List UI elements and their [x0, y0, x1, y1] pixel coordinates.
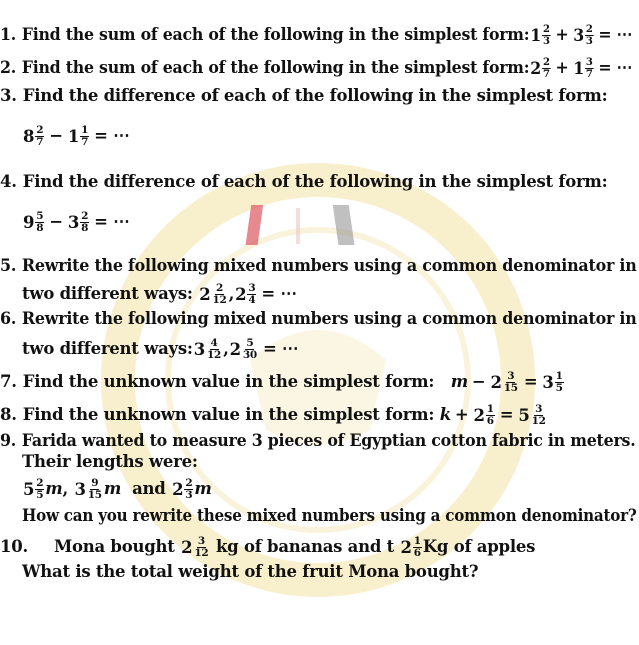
question-9-line-2: Their lengths were:: [22, 452, 198, 471]
mixed-number: 2 3 12: [181, 535, 209, 559]
mixed-number: 3 4 12: [193, 337, 222, 361]
question-8: 8. Find the unknown value in the simplest form: k + 2 1 6 = 5 3 12: [0, 403, 546, 427]
mixed-number: 1 3 7: [573, 56, 593, 80]
mixed-number: 1 2 3: [530, 23, 550, 47]
mixed-number: 2 3 15: [490, 370, 518, 394]
question-6: 6. Rewrite the following mixed numbers using a common denominator in: [0, 309, 637, 328]
mixed-number: 8 2 7: [23, 124, 44, 148]
question-4: 4. Find the difference of each of the following in the simplest form:: [0, 172, 608, 191]
question-7: 7. Find the unknown value in the simplest form: m − 2 3 15 = 3 1 5: [0, 370, 563, 394]
question-4-expression: 9 5 8 − 3 2 8 = ⋯: [23, 210, 130, 234]
question-9-lengths: 5 2 5 m, 3 9 15 m and 2 2 3 m: [23, 477, 212, 501]
mixed-number: 2 2 12: [199, 282, 227, 306]
question-9-line-4: How can you rewrite these mixed numbers using a common denominator?: [22, 506, 637, 525]
mixed-number: 9 5 8: [23, 210, 44, 234]
question-10: 10. Mona bought 2 3 12 kg of bananas and t 2 1 6 Kg of apples: [0, 535, 536, 559]
question-5: 5. Rewrite the following mixed numbers using a common denominator in: [0, 256, 637, 275]
mixed-number: 3 2 3: [573, 23, 593, 47]
mixed-number: 2 1 6: [473, 403, 494, 427]
mixed-number: 5 3 12: [518, 403, 546, 427]
mixed-number: 1 1 7: [67, 124, 89, 148]
question-5-line-2: two different ways: 2 2 12 , 2 3 4 = ⋯: [22, 282, 297, 306]
question-3-expression: 8 2 7 − 1 1 7 = ⋯: [23, 124, 130, 148]
mixed-number: 2 2 7: [530, 56, 550, 80]
question-1: 1. Find the sum of each of the following in the simplest form: 1 2 3 + 3 2 3 = ⋯: [0, 23, 633, 47]
mixed-number: 3 2 8: [67, 210, 89, 234]
question-9: 9. Farida wanted to measure 3 pieces of Egyptian cotton fabric in meters.: [0, 431, 636, 450]
question-2: 2. Find the sum of each of the following in the simplest form: 2 2 7 + 1 3 7 = ⋯: [0, 56, 633, 80]
mixed-number: 2 5 30: [229, 337, 257, 361]
mixed-number: 3 9 15: [74, 477, 102, 501]
question-6-line-2: two different ways: 3 4 12 , 2 5 30 = ⋯: [22, 337, 299, 361]
mixed-number: 3 1 5: [542, 370, 563, 394]
question-10-line-2: What is the total weight of the fruit Mona bought?: [22, 562, 479, 581]
mixed-number: 2 2 3: [172, 477, 193, 501]
mixed-number: 5 2 5: [23, 477, 44, 501]
mixed-number: 2 1 6: [400, 535, 421, 559]
question-3: 3. Find the difference of each of the following in the simplest form:: [0, 86, 608, 105]
mixed-number: 2 3 4: [235, 282, 256, 306]
